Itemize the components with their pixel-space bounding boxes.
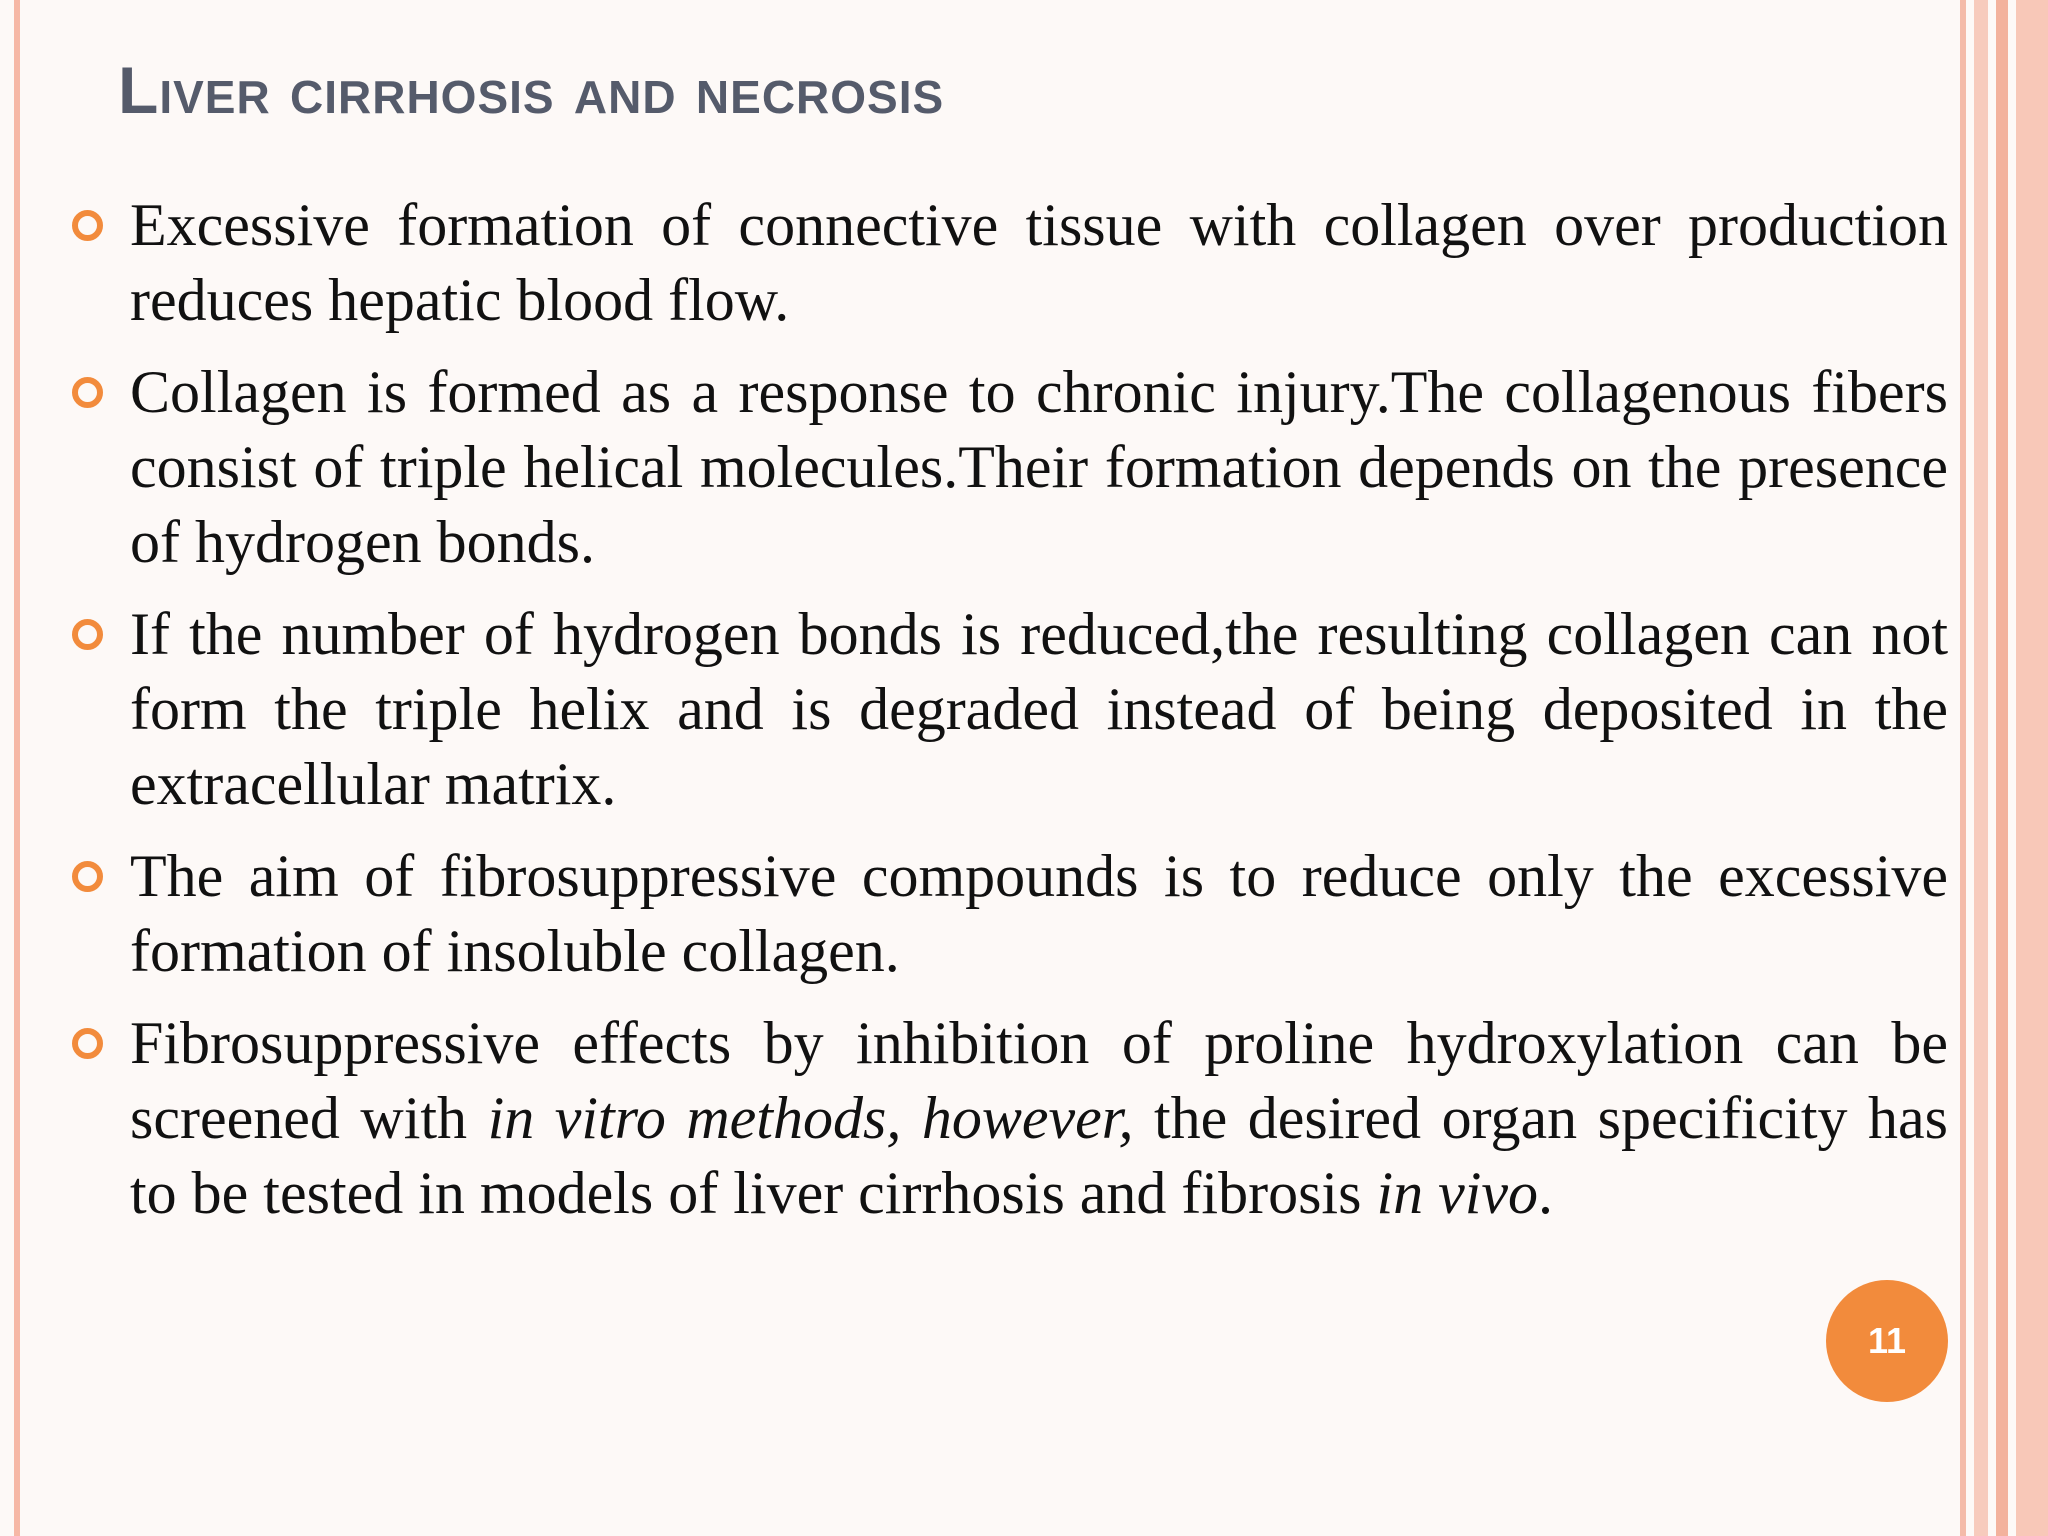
- bullet-ring-icon: [72, 210, 103, 241]
- right-decorative-stripe: [2016, 0, 2048, 1536]
- bullet-text: Excessive formation of connective tissue with collagen over production reduces hepatic blood flow.: [130, 192, 1948, 333]
- bullet-text-segment: .: [1538, 1160, 1554, 1226]
- bullet-item: [130, 1006, 1948, 1231]
- bullet-item: [130, 839, 1948, 989]
- bullet-ring-icon: [72, 619, 103, 650]
- bullet-item: [130, 597, 1948, 822]
- right-decorative-stripe: [1974, 0, 1988, 1536]
- right-decorative-stripe: [1960, 0, 1966, 1536]
- slide-title: Liver cirrhosis and necrosis: [118, 53, 945, 127]
- bullet-ring-icon: [72, 1028, 103, 1059]
- bullet-ring-icon: [72, 377, 103, 408]
- bullet-text: Collagen is formed as a response to chronic injury.The collagenous fibers consist of triple helical molecules.Their formation depends on the presence of hydrogen bonds.: [130, 359, 1948, 575]
- bullet-item: [130, 355, 1948, 580]
- bullet-text-segment: Fibrosuppressive effects by inhibition of proline hydroxylation can be screened with: [130, 1010, 1948, 1151]
- bullet-text: If the number of hydrogen bonds is reduced,the resulting collagen can not form the triple helix and is degraded instead of being deposited in the extracellular matrix.: [130, 601, 1948, 817]
- bullet-item: [130, 188, 1948, 338]
- right-decorative-stripe: [1996, 0, 2008, 1536]
- left-decorative-stripe: [14, 0, 20, 1536]
- bullet-text: The aim of fibrosuppressive compounds is to reduce only the excessive formation of insoluble collagen.: [130, 843, 1948, 984]
- bullet-list: [130, 188, 1948, 1248]
- bullet-ring-icon: [72, 861, 103, 892]
- bullet-text-italic: in vitro methods, however,: [487, 1085, 1134, 1151]
- bullet-text-italic: in vivo: [1376, 1160, 1539, 1226]
- bullet-text-segment: the desired organ specificity has to be tested in models of liver cirrhosis and fibrosis: [130, 1085, 1949, 1226]
- page-number-badge: 11: [1826, 1280, 1948, 1402]
